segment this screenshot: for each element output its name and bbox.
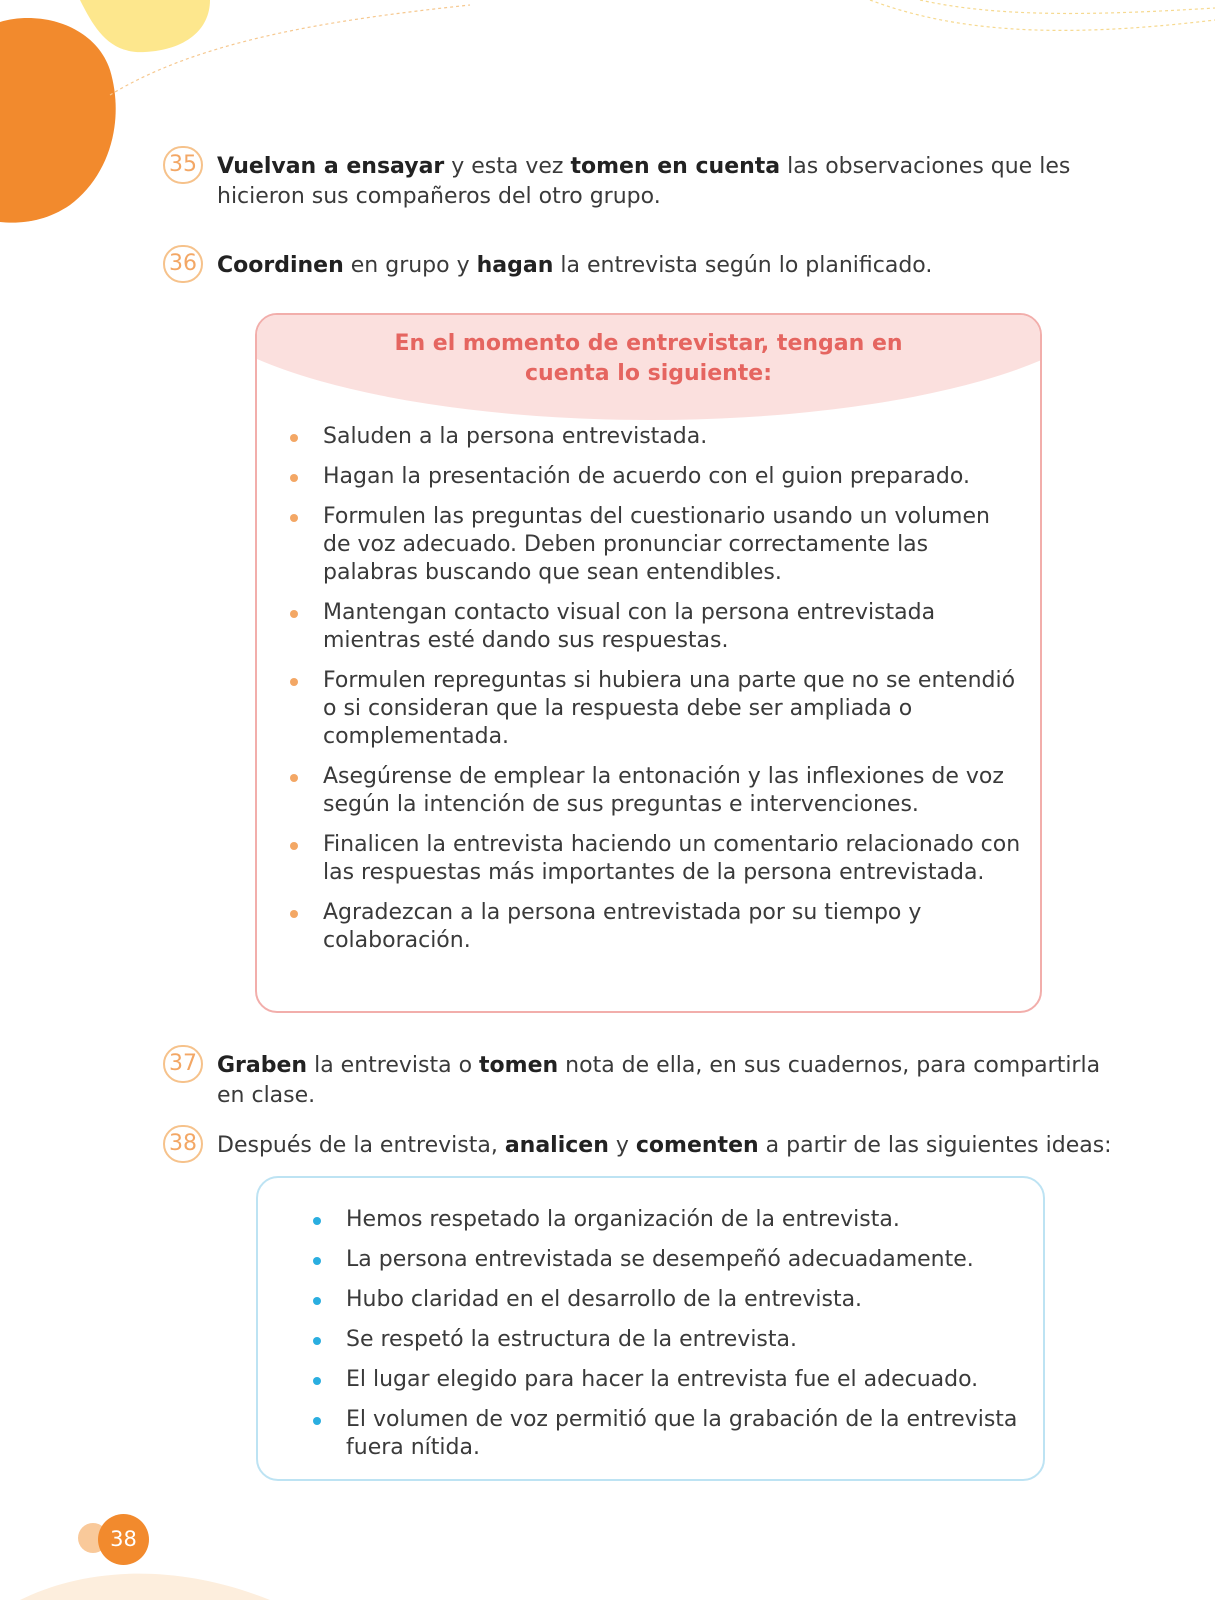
list-item: Asegúrense de emplear la entonación y las inflexiones de voz según la intención de sus preguntas e intervenciones. [323,763,1023,819]
activity-number: 37 [163,1045,203,1083]
page-number: 38 [98,1514,149,1565]
bullet-icon [290,678,298,686]
bullet-icon [290,842,298,850]
bullet-icon [313,1377,321,1385]
activity-36 [163,251,1123,283]
list-item: Finalicen la entrevista haciendo un comentario relacionado con las respuestas más importantes de la persona entrevistada. [323,831,1023,887]
activity-38 [163,1131,1123,1163]
box-title: En el momento de entrevistar, tengan en cuenta lo siguiente: [394,331,903,386]
bullet-icon [290,474,298,482]
activity-text: Coordinen en grupo y hagan la entrevista según lo planificado. [217,253,933,278]
bullet-icon [313,1337,321,1345]
reflection-box [256,1176,1045,1481]
list-item: Se respetó la estructura de la entrevista. [346,1326,1026,1354]
bullet-icon [313,1297,321,1305]
list-item: Formulen repreguntas si hubiera una parte que no se entendió o si consideran que la respuesta debe ser ampliada o complementada. [323,667,1023,751]
list-item: Hemos respetado la organización de la entrevista. [346,1206,1026,1234]
activity-text: Vuelvan a ensayar y esta vez tomen en cuenta las observaciones que les hicieron sus compañeros del otro grupo. [217,154,1071,209]
list-item: El lugar elegido para hacer la entrevista fue el adecuado. [346,1366,1026,1394]
list-item: La persona entrevistada se desempeñó adecuadamente. [346,1246,1026,1274]
list-item: Hubo claridad en el desarrollo de la entrevista. [346,1286,1026,1314]
activity-text: Después de la entrevista, analicen y comenten a partir de las siguientes ideas: [217,1133,1112,1158]
tips-list [323,423,1023,967]
bullet-icon [290,910,298,918]
list-item: Hagan la presentación de acuerdo con el guion preparado. [323,463,1023,491]
reflection-list [346,1206,1026,1474]
bullet-icon [290,774,298,782]
activity-text: Graben la entrevista o tomen nota de ella, en sus cuadernos, para compartirla en clase. [217,1053,1101,1108]
activity-37 [163,1051,1123,1111]
interview-tips-box [255,313,1042,1013]
bullet-icon [313,1257,321,1265]
list-item: Agradezcan a la persona entrevistada por su tiempo y colaboración. [323,899,1023,955]
activity-number: 35 [163,146,203,184]
bullet-icon [313,1217,321,1225]
bullet-icon [313,1417,321,1425]
bullet-icon [290,514,298,522]
activity-35 [163,152,1123,212]
list-item: Saluden a la persona entrevistada. [323,423,1023,451]
list-item: Formulen las preguntas del cuestionario usando un volumen de voz adecuado. Deben pronunciar correctamente las palabras buscando que sean entendibles. [323,503,1023,587]
list-item: El volumen de voz permitió que la grabación de la entrevista fuera nítida. [346,1406,1026,1462]
bullet-icon [290,434,298,442]
bullet-icon [290,610,298,618]
list-item: Mantengan contacto visual con la persona entrevistada mientras esté dando sus respuestas. [323,599,1023,655]
activity-number: 38 [163,1125,203,1163]
activity-number: 36 [163,245,203,283]
